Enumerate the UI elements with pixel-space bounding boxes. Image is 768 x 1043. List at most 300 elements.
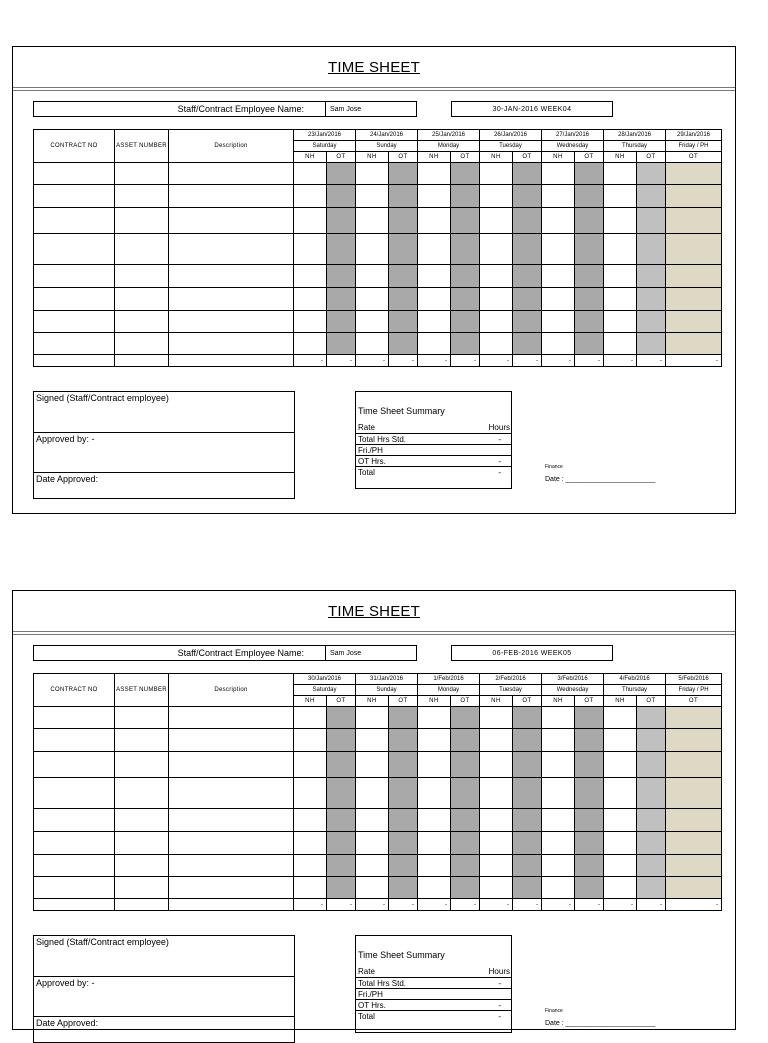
contract-no-cell[interactable] [34,729,115,752]
signature-box [33,391,295,499]
nh-hours-cell[interactable] [294,729,327,752]
nh-hours-cell[interactable] [356,778,389,809]
nh-hours-cell[interactable] [418,809,451,832]
nh-hours-cell[interactable] [542,707,575,729]
nh-hours-cell[interactable] [604,707,637,729]
ot-hours-cell[interactable] [327,707,356,729]
nh-hours-cell[interactable] [480,185,513,208]
description-cell[interactable] [169,729,294,752]
ot-hours-cell[interactable] [513,729,542,752]
nh-hours-cell[interactable] [604,163,637,185]
ot-hours-cell[interactable] [451,855,480,877]
ot-hours-cell[interactable] [637,809,666,832]
asset-number-cell[interactable] [115,832,169,855]
nh-hours-cell[interactable] [418,855,451,877]
nh-hours-cell[interactable] [604,877,637,899]
day-name-header: Tuesday [480,685,542,696]
total-value: - [542,355,575,367]
ot-hours-cell[interactable] [327,185,356,208]
nh-hours-cell[interactable] [294,809,327,832]
table-row [34,333,722,355]
ot-hours-cell[interactable] [389,832,418,855]
ot-hours-cell[interactable] [327,311,356,333]
friday-ot-cell[interactable] [666,752,722,778]
ot-hours-cell[interactable] [637,752,666,778]
contract-no-cell[interactable] [34,707,115,729]
nh-hours-cell[interactable] [604,333,637,355]
nh-hours-cell[interactable] [356,288,389,311]
nh-hours-cell[interactable] [542,752,575,778]
asset-number-cell[interactable] [115,877,169,899]
ot-hours-cell[interactable] [327,832,356,855]
total-value: - [356,899,389,911]
nh-hours-cell[interactable] [356,234,389,265]
total-value: - [451,899,480,911]
nh-hours-cell[interactable] [604,208,637,234]
nh-hours-cell[interactable] [418,234,451,265]
day-date-header: 23/Jan/2016 [294,130,356,141]
ot-hours-cell[interactable] [637,729,666,752]
ot-hours-cell[interactable] [637,163,666,185]
nh-hours-cell[interactable] [480,855,513,877]
nh-hours-cell[interactable] [604,778,637,809]
ot-hours-cell[interactable] [389,163,418,185]
contract-no-header: CONTRACT NO [34,130,115,163]
description-cell[interactable] [169,163,294,185]
totals-blank [34,899,115,911]
description-cell[interactable] [169,185,294,208]
friday-ot-cell[interactable] [666,288,722,311]
nh-hours-cell[interactable] [294,265,327,288]
ot-hours-cell[interactable] [513,163,542,185]
nh-hours-cell[interactable] [418,311,451,333]
ot-hours-cell[interactable] [451,707,480,729]
ot-hours-cell[interactable] [389,778,418,809]
ot-hours-cell[interactable] [637,877,666,899]
ot-hours-cell[interactable] [327,855,356,877]
description-cell[interactable] [169,877,294,899]
ot-hours-cell[interactable] [513,265,542,288]
ot-hours-cell[interactable] [451,265,480,288]
ot-hours-cell[interactable] [327,877,356,899]
nh-hours-cell[interactable] [604,288,637,311]
nh-header: NH [294,152,327,163]
total-value: - [480,355,513,367]
nh-hours-cell[interactable] [480,163,513,185]
nh-hours-cell[interactable] [294,185,327,208]
nh-hours-cell[interactable] [294,877,327,899]
ot-hours-cell[interactable] [637,311,666,333]
totals-blank [115,355,169,367]
ot-hrs-value: - [498,1001,501,1010]
ot-hours-cell[interactable] [451,877,480,899]
table-row [34,234,722,265]
nh-hours-cell[interactable] [294,288,327,311]
nh-hours-cell[interactable] [542,234,575,265]
nh-hours-cell[interactable] [356,809,389,832]
asset-number-cell[interactable] [115,288,169,311]
ot-hours-cell[interactable] [513,311,542,333]
nh-hours-cell[interactable] [294,163,327,185]
nh-hours-cell[interactable] [294,707,327,729]
signed-label: Signed (Staff/Contract employee) [36,937,169,947]
ot-hours-cell[interactable] [327,288,356,311]
ot-hours-cell[interactable] [637,855,666,877]
contract-no-cell[interactable] [34,752,115,778]
nh-hours-cell[interactable] [480,809,513,832]
ot-hours-cell[interactable] [637,185,666,208]
nh-hours-cell[interactable] [604,185,637,208]
nh-hours-cell[interactable] [418,288,451,311]
friday-ot-cell[interactable] [666,855,722,877]
ot-hours-cell[interactable] [575,809,604,832]
timesheet-1 [12,46,736,514]
contract-no-cell[interactable] [34,208,115,234]
nh-hours-cell[interactable] [542,288,575,311]
nh-hours-cell[interactable] [542,265,575,288]
asset-number-cell[interactable] [115,163,169,185]
nh-hours-cell[interactable] [542,208,575,234]
nh-hours-cell[interactable] [604,265,637,288]
ot-hours-cell[interactable] [575,265,604,288]
ot-hours-cell[interactable] [451,778,480,809]
table-row [34,877,722,899]
ot-header: OT [389,696,418,707]
ot-hours-cell[interactable] [637,778,666,809]
asset-number-cell[interactable] [115,809,169,832]
friday-ot-cell[interactable] [666,729,722,752]
ot-hours-cell[interactable] [451,185,480,208]
nh-hours-cell[interactable] [356,877,389,899]
ot-header: OT [637,696,666,707]
ot-hours-cell[interactable] [451,234,480,265]
nh-hours-cell[interactable] [356,729,389,752]
nh-hours-cell[interactable] [418,163,451,185]
ot-hours-cell[interactable] [389,185,418,208]
ot-hours-cell[interactable] [451,809,480,832]
asset-number-cell[interactable] [115,855,169,877]
ot-hours-cell[interactable] [389,729,418,752]
asset-number-cell[interactable] [115,729,169,752]
nh-hours-cell[interactable] [418,333,451,355]
nh-hours-cell[interactable] [294,855,327,877]
description-cell[interactable] [169,333,294,355]
nh-hours-cell[interactable] [542,877,575,899]
ot-hours-cell[interactable] [389,234,418,265]
nh-hours-cell[interactable] [542,832,575,855]
description-cell[interactable] [169,234,294,265]
ot-hours-cell[interactable] [451,752,480,778]
description-cell[interactable] [169,832,294,855]
ot-hours-cell[interactable] [451,311,480,333]
employee-name-value[interactable]: Sam Jose [330,106,362,113]
ot-hours-cell[interactable] [575,832,604,855]
ot-hours-cell[interactable] [389,877,418,899]
asset-number-cell[interactable] [115,234,169,265]
nh-hours-cell[interactable] [356,855,389,877]
nh-hours-cell[interactable] [542,333,575,355]
friday-ot-cell[interactable] [666,265,722,288]
nh-hours-cell[interactable] [542,809,575,832]
ot-hours-cell[interactable] [575,729,604,752]
ot-hours-cell[interactable] [327,752,356,778]
nh-hours-cell[interactable] [418,185,451,208]
ot-hours-cell[interactable] [575,752,604,778]
table-row [34,809,722,832]
friday-ot-cell[interactable] [666,208,722,234]
ot-hours-cell[interactable] [575,707,604,729]
ot-hours-cell[interactable] [327,809,356,832]
friday-ot-cell[interactable] [666,185,722,208]
ot-hours-cell[interactable] [327,333,356,355]
nh-hours-cell[interactable] [356,311,389,333]
ot-hours-cell[interactable] [389,707,418,729]
description-cell[interactable] [169,809,294,832]
nh-hours-cell[interactable] [604,729,637,752]
description-cell[interactable] [169,752,294,778]
ot-hours-cell[interactable] [451,729,480,752]
ot-hours-cell[interactable] [327,163,356,185]
description-cell[interactable] [169,311,294,333]
nh-hours-cell[interactable] [604,752,637,778]
contract-no-cell[interactable] [34,778,115,809]
nh-hours-cell[interactable] [604,234,637,265]
friday-ot-cell[interactable] [666,778,722,809]
ot-hours-cell[interactable] [513,877,542,899]
nh-header: NH [418,696,451,707]
nh-hours-cell[interactable] [480,311,513,333]
total-hrs-std-label: Total Hrs Std. [358,435,407,444]
contract-no-cell[interactable] [34,333,115,355]
ot-hours-cell[interactable] [451,333,480,355]
sheet-title: TIME SHEET [327,603,420,620]
ot-hours-cell[interactable] [575,855,604,877]
nh-hours-cell[interactable] [480,288,513,311]
employee-name-field[interactable] [33,645,417,661]
nh-hours-cell[interactable] [480,832,513,855]
nh-hours-cell[interactable] [418,877,451,899]
ot-hours-cell[interactable] [637,234,666,265]
ot-hours-cell[interactable] [513,809,542,832]
nh-hours-cell[interactable] [418,208,451,234]
asset-number-cell[interactable] [115,311,169,333]
ot-hours-cell[interactable] [513,752,542,778]
nh-hours-cell[interactable] [356,265,389,288]
nh-hours-cell[interactable] [542,855,575,877]
ot-hours-cell[interactable] [327,778,356,809]
nh-hours-cell[interactable] [294,208,327,234]
friday-ot-cell[interactable] [666,832,722,855]
day-name-header: Wednesday [542,141,604,152]
total-value: - [513,355,542,367]
ot-hours-cell[interactable] [389,311,418,333]
ot-hours-cell[interactable] [389,265,418,288]
week-ending-field[interactable]: 06-FEB-2016 WEEK05 [451,645,613,661]
ot-hours-cell[interactable] [389,855,418,877]
nh-hours-cell[interactable] [418,707,451,729]
asset-number-cell[interactable] [115,752,169,778]
ot-hours-cell[interactable] [389,809,418,832]
asset-number-cell[interactable] [115,185,169,208]
nh-hours-cell[interactable] [542,729,575,752]
ot-hours-cell[interactable] [389,288,418,311]
nh-hours-cell[interactable] [480,707,513,729]
nh-hours-cell[interactable] [356,832,389,855]
ot-hours-cell[interactable] [575,333,604,355]
ot-hours-cell[interactable] [513,234,542,265]
nh-hours-cell[interactable] [356,707,389,729]
ot-hours-cell[interactable] [637,333,666,355]
friday-ot-cell[interactable] [666,163,722,185]
ot-hours-cell[interactable] [575,877,604,899]
nh-hours-cell[interactable] [418,832,451,855]
ot-hours-cell[interactable] [575,208,604,234]
table-row [34,311,722,333]
contract-no-cell[interactable] [34,185,115,208]
nh-hours-cell[interactable] [480,333,513,355]
nh-hours-cell[interactable] [542,311,575,333]
nh-hours-cell[interactable] [480,752,513,778]
friday-ot-cell[interactable] [666,809,722,832]
day-date-header: 3/Feb/2016 [542,674,604,685]
contract-no-cell[interactable] [34,855,115,877]
nh-hours-cell[interactable] [356,185,389,208]
timesheet-summary [355,391,512,489]
table-row [34,729,722,752]
description-cell[interactable] [169,288,294,311]
contract-no-cell[interactable] [34,234,115,265]
nh-hours-cell[interactable] [418,752,451,778]
employee-name-value[interactable]: Sam Jose [330,650,362,657]
description-cell[interactable] [169,208,294,234]
friday-ot-cell[interactable] [666,234,722,265]
total-value: - [666,899,722,911]
ot-hours-cell[interactable] [637,707,666,729]
nh-hours-cell[interactable] [480,234,513,265]
nh-hours-cell[interactable] [418,778,451,809]
description-cell[interactable] [169,707,294,729]
description-cell[interactable] [169,855,294,877]
contract-no-cell[interactable] [34,809,115,832]
ot-hours-cell[interactable] [327,234,356,265]
nh-hours-cell[interactable] [604,855,637,877]
nh-hours-cell[interactable] [294,778,327,809]
ot-hours-cell[interactable] [389,208,418,234]
friday-ot-cell[interactable] [666,707,722,729]
nh-hours-cell[interactable] [604,311,637,333]
friday-ot-cell[interactable] [666,877,722,899]
ot-hours-cell[interactable] [637,288,666,311]
day-date-header: 28/Jan/2016 [604,130,666,141]
ot-hours-cell[interactable] [513,778,542,809]
ot-hours-cell[interactable] [513,185,542,208]
asset-number-cell[interactable] [115,208,169,234]
ot-hours-cell[interactable] [451,163,480,185]
timesheet-grid [33,129,722,367]
ot-hours-cell[interactable] [637,832,666,855]
ot-hours-cell[interactable] [451,288,480,311]
nh-hours-cell[interactable] [480,265,513,288]
finance-date-field[interactable]: Date : _______________________ [545,476,656,483]
finance-label: Finance [545,464,563,470]
nh-hours-cell[interactable] [418,729,451,752]
nh-hours-cell[interactable] [604,832,637,855]
contract-no-cell[interactable] [34,163,115,185]
week-ending-field[interactable]: 30-JAN-2016 WEEK04 [451,101,613,117]
nh-hours-cell[interactable] [604,809,637,832]
ot-hours-cell[interactable] [575,778,604,809]
contract-no-cell[interactable] [34,265,115,288]
nh-hours-cell[interactable] [294,752,327,778]
contract-no-cell[interactable] [34,288,115,311]
employee-name-field[interactable] [33,101,417,117]
nh-hours-cell[interactable] [294,311,327,333]
ot-hours-cell[interactable] [513,855,542,877]
ot-hours-cell[interactable] [513,707,542,729]
day-name-header: Tuesday [480,141,542,152]
ot-hours-cell[interactable] [327,729,356,752]
ot-hours-cell[interactable] [451,832,480,855]
ot-hours-cell[interactable] [575,234,604,265]
nh-hours-cell[interactable] [356,163,389,185]
totals-blank [169,355,294,367]
nh-hours-cell[interactable] [294,333,327,355]
ot-hours-cell[interactable] [389,752,418,778]
finance-date-field[interactable]: Date : _______________________ [545,1020,656,1027]
ot-hours-cell[interactable] [327,208,356,234]
nh-hours-cell[interactable] [480,208,513,234]
nh-hours-cell[interactable] [356,752,389,778]
contract-no-cell[interactable] [34,832,115,855]
asset-number-cell[interactable] [115,333,169,355]
ot-hours-cell[interactable] [637,265,666,288]
ot-hours-cell[interactable] [575,163,604,185]
nh-hours-cell[interactable] [480,729,513,752]
ot-hours-cell[interactable] [575,311,604,333]
ot-hours-cell[interactable] [389,333,418,355]
contract-no-cell[interactable] [34,311,115,333]
nh-hours-cell[interactable] [356,333,389,355]
contract-no-cell[interactable] [34,877,115,899]
asset-number-cell[interactable] [115,707,169,729]
friday-ot-cell[interactable] [666,311,722,333]
ot-hours-cell[interactable] [637,208,666,234]
friday-ot-cell[interactable] [666,333,722,355]
nh-hours-cell[interactable] [542,185,575,208]
description-cell[interactable] [169,265,294,288]
nh-hours-cell[interactable] [480,778,513,809]
nh-hours-cell[interactable] [480,877,513,899]
ot-hours-cell[interactable] [575,185,604,208]
ot-hours-cell[interactable] [575,288,604,311]
asset-number-cell[interactable] [115,778,169,809]
description-cell[interactable] [169,778,294,809]
nh-hours-cell[interactable] [542,778,575,809]
ot-hours-cell[interactable] [327,265,356,288]
asset-number-cell[interactable] [115,265,169,288]
table-row [34,185,722,208]
nh-hours-cell[interactable] [356,208,389,234]
ot-hours-cell[interactable] [513,288,542,311]
ot-hours-cell[interactable] [513,208,542,234]
nh-hours-cell[interactable] [542,163,575,185]
ot-hours-cell[interactable] [513,333,542,355]
nh-hours-cell[interactable] [294,234,327,265]
nh-hours-cell[interactable] [294,832,327,855]
ot-hours-cell[interactable] [513,832,542,855]
ot-hours-cell[interactable] [451,208,480,234]
nh-hours-cell[interactable] [418,265,451,288]
